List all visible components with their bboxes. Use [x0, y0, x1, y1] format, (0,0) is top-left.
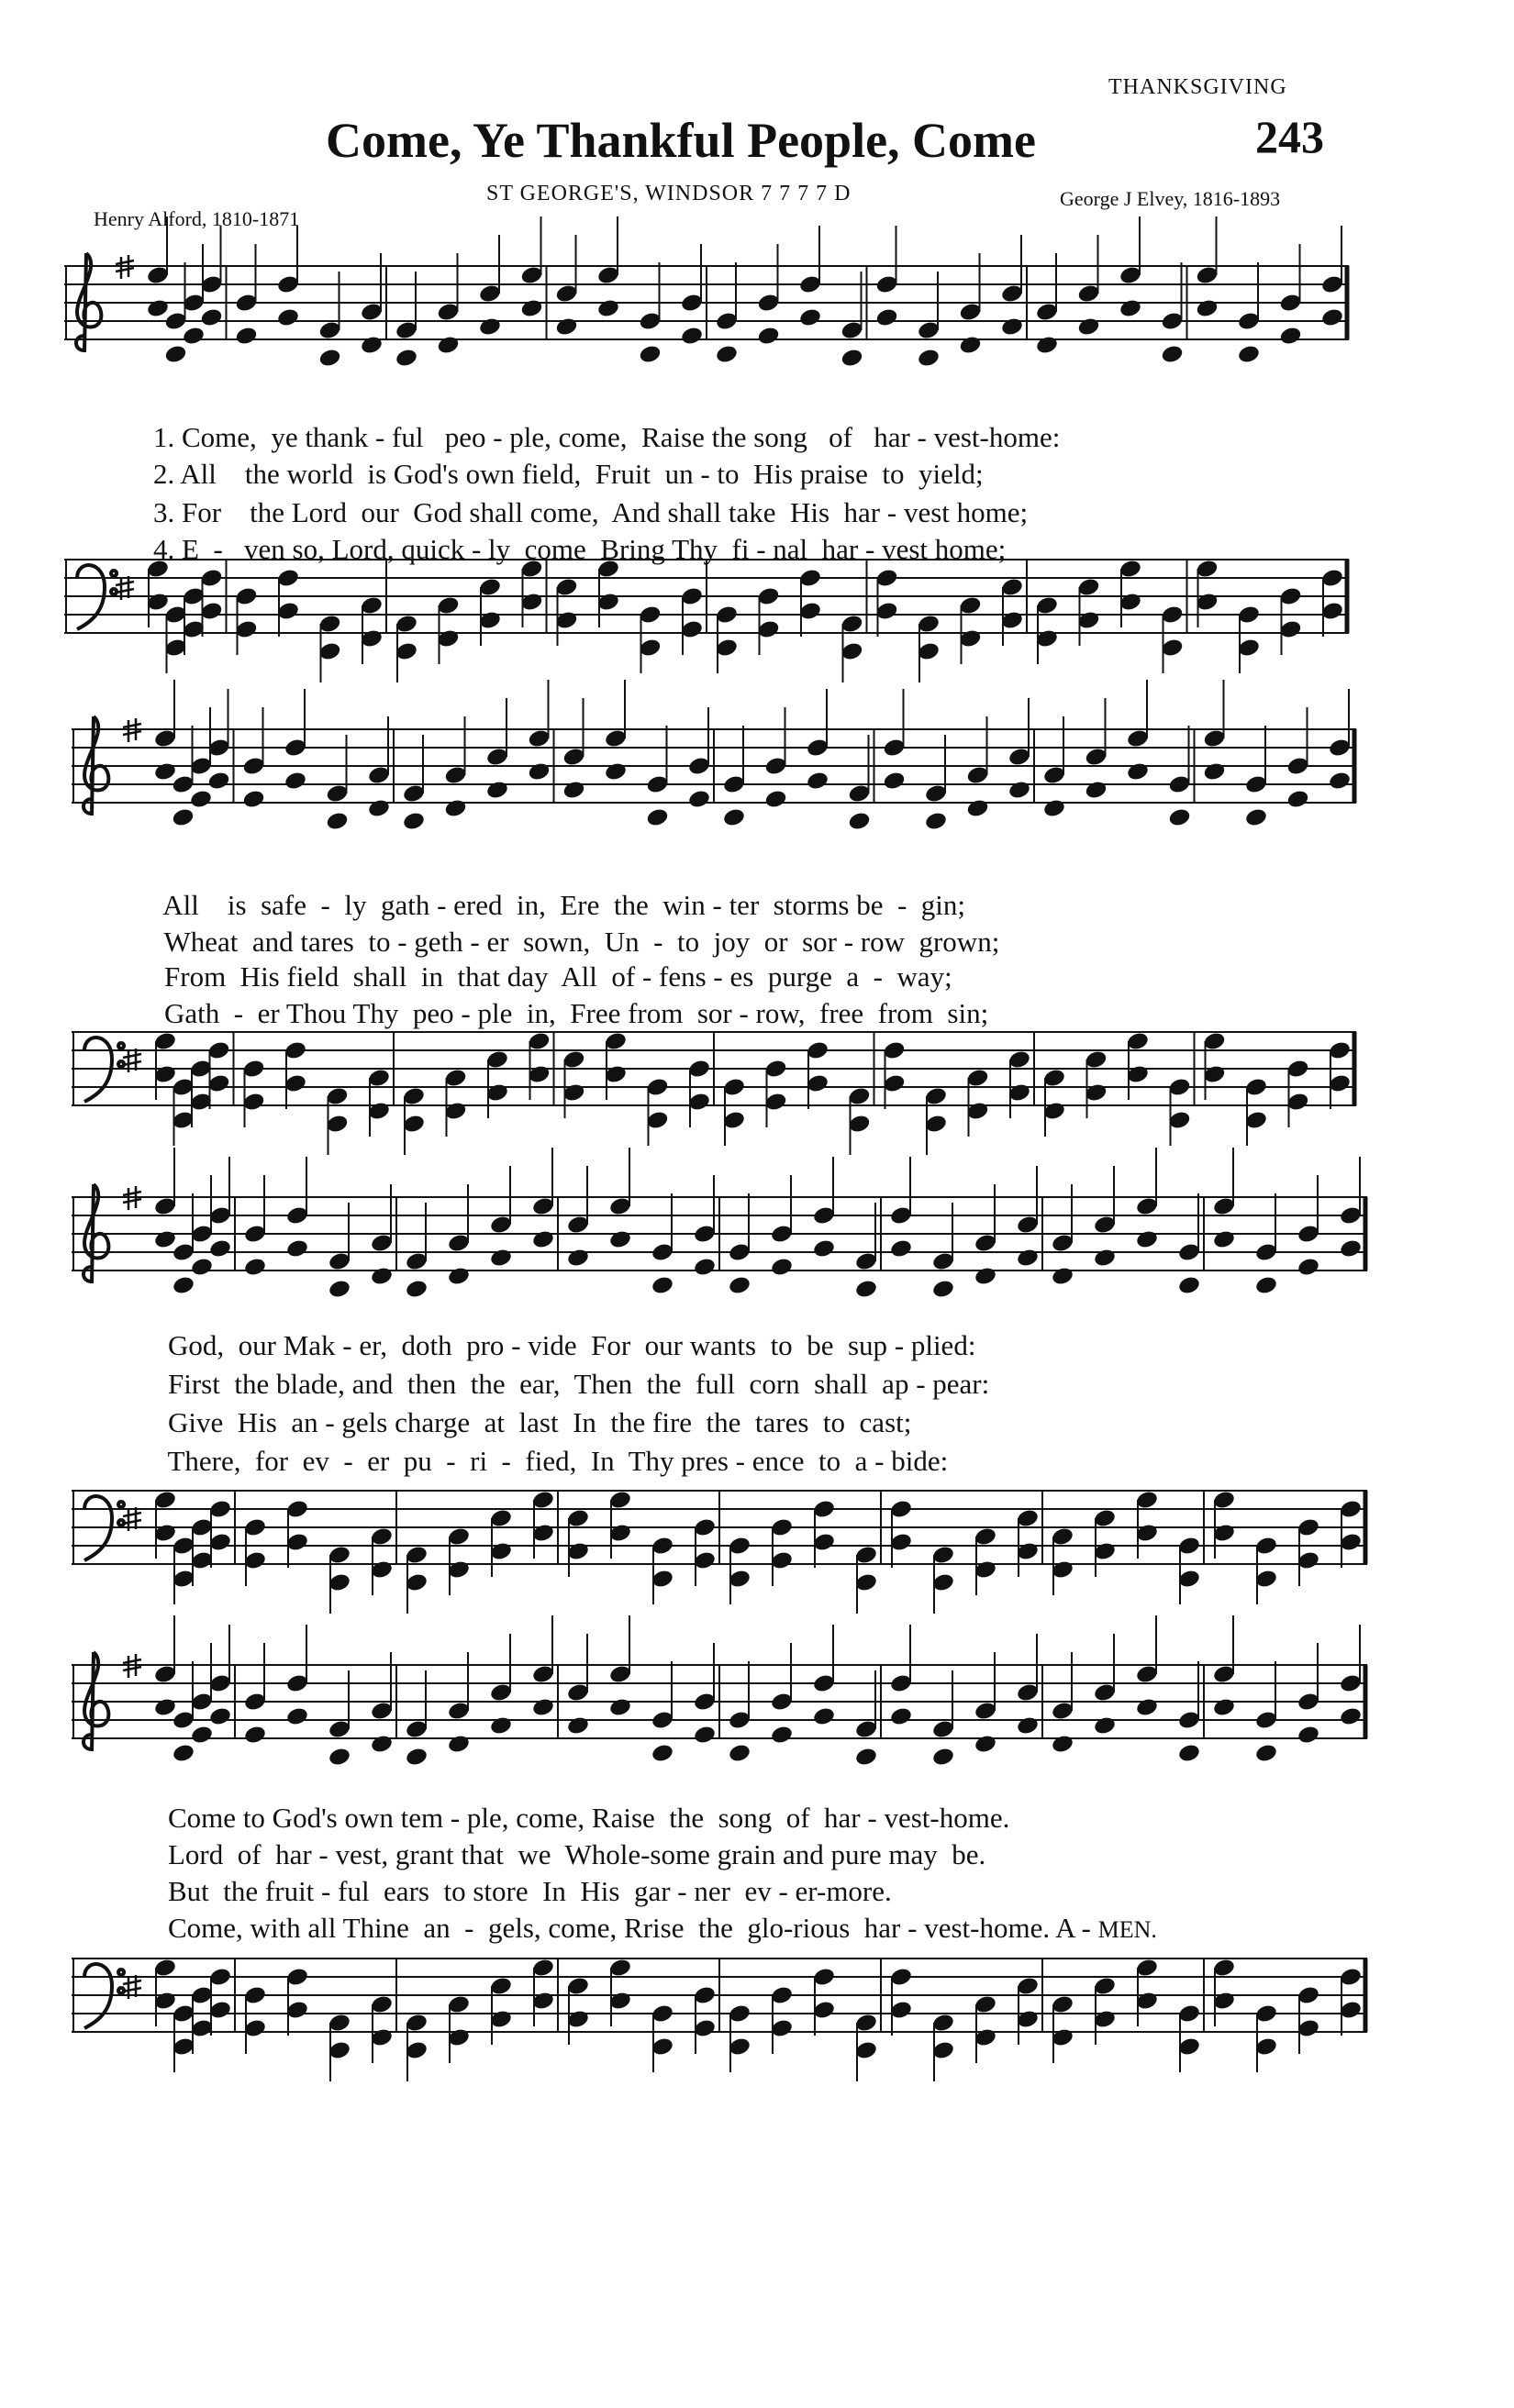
note-head — [199, 307, 223, 328]
note-head — [208, 1238, 232, 1259]
note-head — [1278, 326, 1302, 347]
note-head — [447, 1266, 471, 1287]
note-head — [146, 298, 170, 319]
note-head — [1167, 807, 1191, 828]
note-head — [1339, 1706, 1363, 1727]
note-head — [153, 1697, 177, 1718]
lyric-syllables: of — [829, 421, 852, 453]
note-head — [651, 1743, 674, 1764]
hymn-category: THANKSGIVING — [1108, 75, 1287, 99]
note-head — [405, 1747, 429, 1768]
note-head — [531, 1697, 555, 1718]
lyric-line: There, for ev - er pu - ri - fied, In Thy pres - ence to a - bide: — [167, 1445, 949, 1477]
note-head — [608, 1697, 632, 1718]
note-head — [806, 771, 829, 792]
note-head — [566, 1715, 590, 1737]
note-head — [680, 326, 704, 347]
note-head — [596, 298, 620, 319]
lyric-syllables: Raise the song — [641, 421, 807, 453]
note-head — [190, 1725, 214, 1746]
treble-staff — [72, 674, 1365, 858]
lyric-line: Give His an - gels charge at last In the fire the tares to cast; — [168, 1406, 912, 1438]
note-head — [1320, 307, 1344, 328]
note-head — [243, 1257, 267, 1278]
note-head — [360, 335, 384, 356]
lyric-line: But the fruit - ful ears to store In His gar - ner ev - er-more. — [168, 1875, 892, 1907]
note-head — [285, 1238, 309, 1259]
treble-clef-icon — [83, 1652, 108, 1751]
note-head — [1177, 1743, 1201, 1764]
note-head — [974, 1266, 997, 1287]
note-head — [608, 1229, 632, 1250]
note-head — [722, 807, 746, 828]
note-head — [812, 1238, 836, 1259]
note-head — [402, 811, 426, 832]
note-head — [367, 798, 391, 819]
note-head — [974, 1734, 997, 1755]
bass-clef-icon — [84, 1038, 124, 1102]
note-head — [153, 761, 177, 782]
note-head — [172, 1743, 195, 1764]
note-head — [276, 307, 300, 328]
note-head — [519, 298, 543, 319]
note-head — [756, 326, 780, 347]
note-head — [1135, 1697, 1159, 1718]
note-head — [1160, 344, 1184, 365]
note-head — [812, 1706, 836, 1727]
note-head — [1254, 1275, 1278, 1296]
note-head — [285, 1706, 309, 1727]
note-head — [1035, 335, 1059, 356]
lyric-line: 3. For the Lord our God shall come, And shall take His har - vest home; — [153, 496, 1029, 528]
note-head — [153, 1229, 177, 1250]
lyric-syllables: peo - ple, come, — [444, 421, 628, 453]
note-head — [1016, 1248, 1040, 1269]
bass-clef-icon — [84, 1496, 124, 1560]
note-head — [566, 1248, 590, 1269]
note-head — [917, 348, 941, 369]
note-head — [1051, 1266, 1074, 1287]
lyric-line: Lord of har - vest, grant that we Whole-some grain and pure may be. — [168, 1838, 986, 1870]
note-head — [1051, 1734, 1074, 1755]
note-head — [206, 771, 230, 792]
note-head — [325, 811, 349, 832]
note-head — [562, 780, 585, 801]
note-head — [1084, 780, 1108, 801]
note-head — [527, 761, 551, 782]
note-head — [485, 780, 509, 801]
lyric-line: From His field shall in that day All of - fens - es purge a - way; — [164, 960, 952, 993]
note-head — [1254, 1743, 1278, 1764]
hymn-title: Come, Ye Thankful People, Come — [326, 113, 1036, 168]
note-head — [208, 1706, 232, 1727]
note-head — [638, 344, 662, 365]
lyric-syllables: 1. Come, — [153, 421, 257, 453]
treble-clef-icon — [83, 1184, 108, 1283]
note-head — [405, 1279, 429, 1300]
note-head — [770, 1725, 794, 1746]
note-head — [370, 1734, 394, 1755]
lyric-line: 4. E - ven so, Lord, quick - ly come Bring Thy fi - nal har - vest home; — [153, 533, 1007, 565]
note-head — [189, 789, 213, 810]
treble-clef-icon — [76, 253, 101, 352]
treble-staff — [72, 1142, 1376, 1326]
music-composer: George J Elvey, 1816-1893 — [1060, 187, 1281, 210]
lyric-syllables: har - vest-home: — [874, 421, 1061, 453]
note-head — [965, 798, 989, 819]
note-head — [889, 1238, 913, 1259]
note-head — [847, 811, 871, 832]
note-head — [854, 1747, 878, 1768]
note-head — [763, 789, 787, 810]
bass-clef-icon — [77, 565, 117, 629]
note-head — [182, 326, 206, 347]
note-head — [1093, 1248, 1117, 1269]
note-head — [1244, 807, 1268, 828]
note-head — [1195, 298, 1219, 319]
treble-staff — [64, 211, 1358, 394]
note-head — [317, 348, 341, 369]
note-head — [728, 1275, 751, 1296]
note-head — [1328, 771, 1352, 792]
note-head — [854, 1279, 878, 1300]
note-head — [798, 307, 822, 328]
note-head — [190, 1257, 214, 1278]
bass-clef-icon — [84, 1964, 124, 2028]
note-head — [1339, 1238, 1363, 1259]
note-head — [554, 316, 578, 338]
note-head — [1093, 1715, 1117, 1737]
note-head — [1126, 761, 1150, 782]
text-author: Henry Alford, 1810-1871 — [94, 207, 300, 230]
treble-staff — [72, 1610, 1376, 1793]
lyric-line: 2. All the world is God's own field, Fruit un - to His praise to yield; — [153, 458, 984, 490]
note-head — [436, 335, 460, 356]
note-head — [958, 335, 982, 356]
note-head — [1286, 789, 1309, 810]
note-head — [889, 1706, 913, 1727]
note-head — [1297, 1257, 1320, 1278]
lyric-line: Come, with all Thine an - gels, come, Rrise the glo-rious har - vest-home. A - MEN. — [168, 1912, 1157, 1944]
lyric-line: God, our Mak - er, doth pro - vide For our wants to be sup - plied: — [168, 1329, 976, 1361]
hymn-number: 243 — [1255, 111, 1324, 162]
note-head — [489, 1248, 513, 1269]
note-head — [931, 1279, 955, 1300]
note-head — [840, 348, 863, 369]
note-head — [1202, 761, 1226, 782]
lyric-line: Gath - er Thou Thy peo - ple in, Free from sor - row, free from sin; — [164, 997, 989, 1029]
note-head — [370, 1266, 394, 1287]
note-head — [924, 811, 948, 832]
note-head — [882, 771, 906, 792]
tune-name: ST GEORGE'S, WINDSOR 7 7 7 7 D — [486, 182, 852, 205]
note-head — [604, 761, 628, 782]
lyric-line: All is safe - ly gath - ered in, Ere the win - ter storms be - gin; — [162, 889, 966, 921]
note-head — [328, 1747, 351, 1768]
note-head — [715, 344, 739, 365]
note-head — [687, 789, 711, 810]
note-head — [1297, 1725, 1320, 1746]
note-head — [645, 807, 669, 828]
note-head — [1177, 1275, 1201, 1296]
note-head — [1000, 316, 1024, 338]
note-head — [693, 1725, 717, 1746]
note-head — [1237, 344, 1261, 365]
note-head — [770, 1257, 794, 1278]
note-head — [1212, 1229, 1236, 1250]
note-head — [728, 1743, 751, 1764]
lyric-line: Wheat and tares to - geth - er sown, Un - to joy or sor - row grown; — [163, 926, 1000, 958]
lyric-line: First the blade, and then the ear, Then the full corn shall ap - pear: — [168, 1368, 990, 1400]
note-head — [1007, 780, 1031, 801]
note-head — [172, 1275, 195, 1296]
note-head — [1212, 1697, 1236, 1718]
note-head — [241, 789, 265, 810]
note-head — [1119, 298, 1142, 319]
note-head — [651, 1275, 674, 1296]
note-head — [163, 344, 187, 365]
note-head — [234, 326, 258, 347]
note-head — [531, 1229, 555, 1250]
note-head — [478, 316, 502, 338]
lyric-line: Come to God's own tem - ple, come, Raise the song of har - vest-home. — [168, 1802, 1010, 1834]
note-head — [171, 807, 195, 828]
note-head — [1135, 1229, 1159, 1250]
note-head — [447, 1734, 471, 1755]
note-head — [395, 348, 418, 369]
note-head — [931, 1747, 955, 1768]
note-head — [489, 1715, 513, 1737]
note-head — [328, 1279, 351, 1300]
note-head — [243, 1725, 267, 1746]
note-head — [1076, 316, 1100, 338]
lyric-syllables: ye thank - ful — [271, 421, 424, 453]
treble-clef-icon — [83, 716, 108, 816]
note-head — [874, 307, 898, 328]
note-head — [1042, 798, 1066, 819]
note-head — [1016, 1715, 1040, 1737]
note-head — [693, 1257, 717, 1278]
note-head — [284, 771, 307, 792]
note-head — [443, 798, 467, 819]
